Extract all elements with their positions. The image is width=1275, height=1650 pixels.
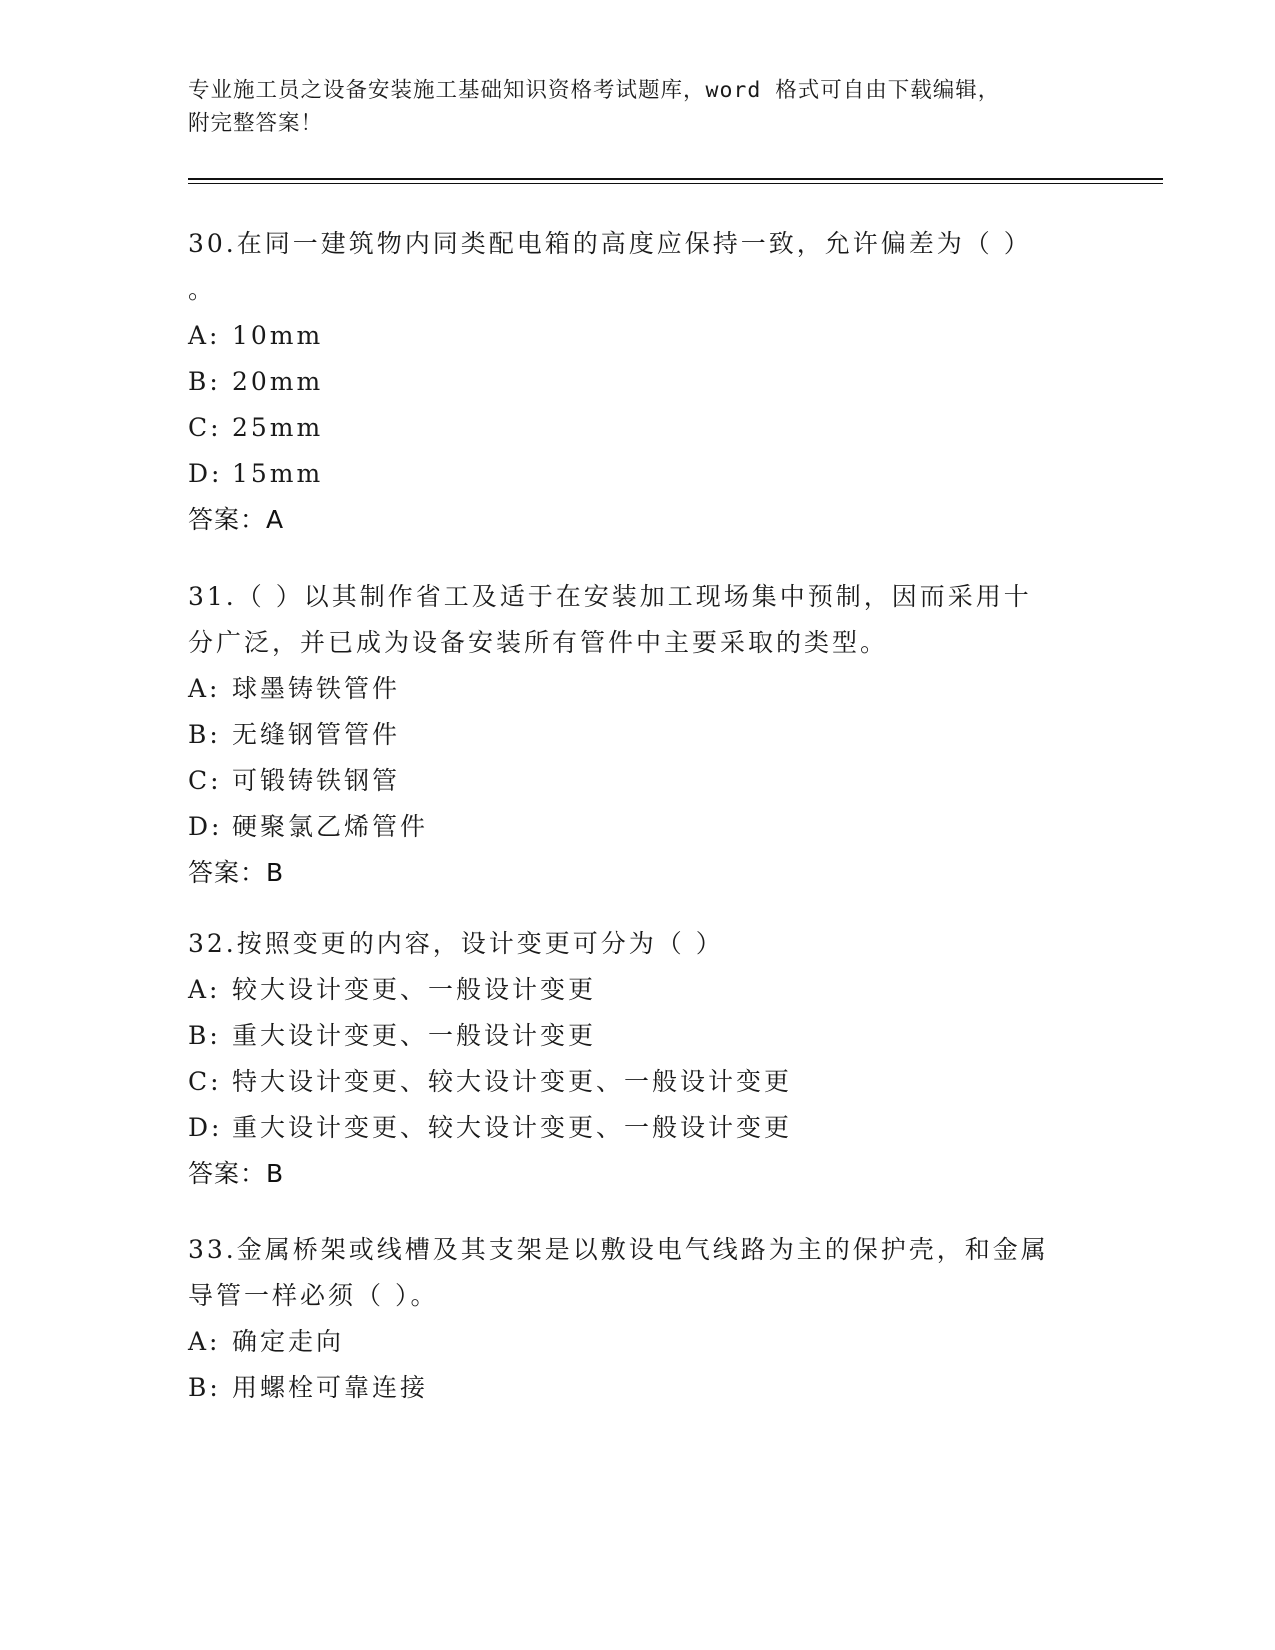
answer-text: 答案：B bbox=[188, 858, 285, 887]
option-text: 重大设计变更、一般设计变更 bbox=[232, 1021, 597, 1050]
option-letter: B: bbox=[188, 1373, 221, 1402]
option-letter: B: bbox=[188, 367, 221, 396]
option-text: 10mm bbox=[232, 321, 324, 350]
option-text: 无缝钢管管件 bbox=[232, 720, 401, 749]
option-letter: B: bbox=[188, 1021, 221, 1050]
option-c bbox=[188, 405, 1088, 451]
option-letter: A: bbox=[188, 975, 221, 1004]
option-text: 硬聚氯乙烯管件 bbox=[232, 812, 429, 841]
option-text: 20mm bbox=[232, 367, 324, 396]
option-text: 15mm bbox=[232, 459, 324, 488]
option-a bbox=[188, 313, 1088, 359]
header-divider-thick bbox=[188, 178, 1163, 180]
option-letter: C: bbox=[188, 766, 222, 795]
option-text: 用螺栓可靠连接 bbox=[232, 1373, 429, 1402]
option-c bbox=[188, 1059, 1088, 1105]
option-a bbox=[188, 666, 1088, 712]
question-stem-line-1: 32.按照变更的内容，设计变更可分为（ ） bbox=[188, 929, 724, 958]
option-text: 可锻铸铁钢管 bbox=[232, 766, 401, 795]
question-stem-line-2: 分广泛，并已成为设备安装所有管件中主要采取的类型。 bbox=[188, 628, 889, 657]
question-30 bbox=[188, 221, 1088, 543]
option-text: 球墨铸铁管件 bbox=[232, 674, 401, 703]
option-letter: A: bbox=[188, 674, 221, 703]
header-line-2: 附完整答案！ bbox=[188, 111, 324, 136]
question-stem-line-2: 。 bbox=[188, 275, 217, 304]
option-b bbox=[188, 712, 1088, 758]
answer-text: 答案：A bbox=[188, 505, 285, 534]
header-line-1: 专业施工员之设备安装施工基础知识资格考试题库，word 格式可自由下载编辑， bbox=[188, 78, 1001, 103]
option-b bbox=[188, 359, 1088, 405]
question-stem-line-1: 31.（ ）以其制作省工及适于在安装加工现场集中预制，因而采用十 bbox=[188, 582, 1032, 611]
option-text: 25mm bbox=[232, 413, 324, 442]
option-d bbox=[188, 1105, 1088, 1151]
option-c bbox=[188, 758, 1088, 804]
question-stem-line-1: 30.在同一建筑物内同类配电箱的高度应保持一致，允许偏差为（ ） bbox=[188, 229, 1032, 258]
question-32 bbox=[188, 921, 1088, 1197]
option-b bbox=[188, 1365, 1088, 1411]
question-33 bbox=[188, 1227, 1088, 1411]
option-letter: B: bbox=[188, 720, 221, 749]
question-stem-line-2: 导管一样必须（ ）。 bbox=[188, 1281, 439, 1310]
option-text: 重大设计变更、较大设计变更、一般设计变更 bbox=[232, 1113, 793, 1142]
option-letter: D: bbox=[188, 1113, 223, 1142]
question-31 bbox=[188, 574, 1088, 896]
option-letter: D: bbox=[188, 812, 223, 841]
header-divider-thin bbox=[188, 183, 1163, 184]
option-d bbox=[188, 804, 1088, 850]
document-header bbox=[188, 74, 1068, 140]
option-b bbox=[188, 1013, 1088, 1059]
option-letter: C: bbox=[188, 413, 222, 442]
option-letter: C: bbox=[188, 1067, 222, 1096]
option-a bbox=[188, 1319, 1088, 1365]
option-a bbox=[188, 967, 1088, 1013]
option-d bbox=[188, 451, 1088, 497]
option-text: 较大设计变更、一般设计变更 bbox=[232, 975, 597, 1004]
answer-text: 答案：B bbox=[188, 1159, 285, 1188]
option-letter: A: bbox=[188, 321, 221, 350]
option-text: 特大设计变更、较大设计变更、一般设计变更 bbox=[232, 1067, 793, 1096]
option-letter: D: bbox=[188, 459, 223, 488]
option-letter: A: bbox=[188, 1327, 221, 1356]
question-stem-line-1: 33.金属桥架或线槽及其支架是以敷设电气线路为主的保护壳，和金属 bbox=[188, 1235, 1049, 1264]
option-text: 确定走向 bbox=[232, 1327, 345, 1356]
